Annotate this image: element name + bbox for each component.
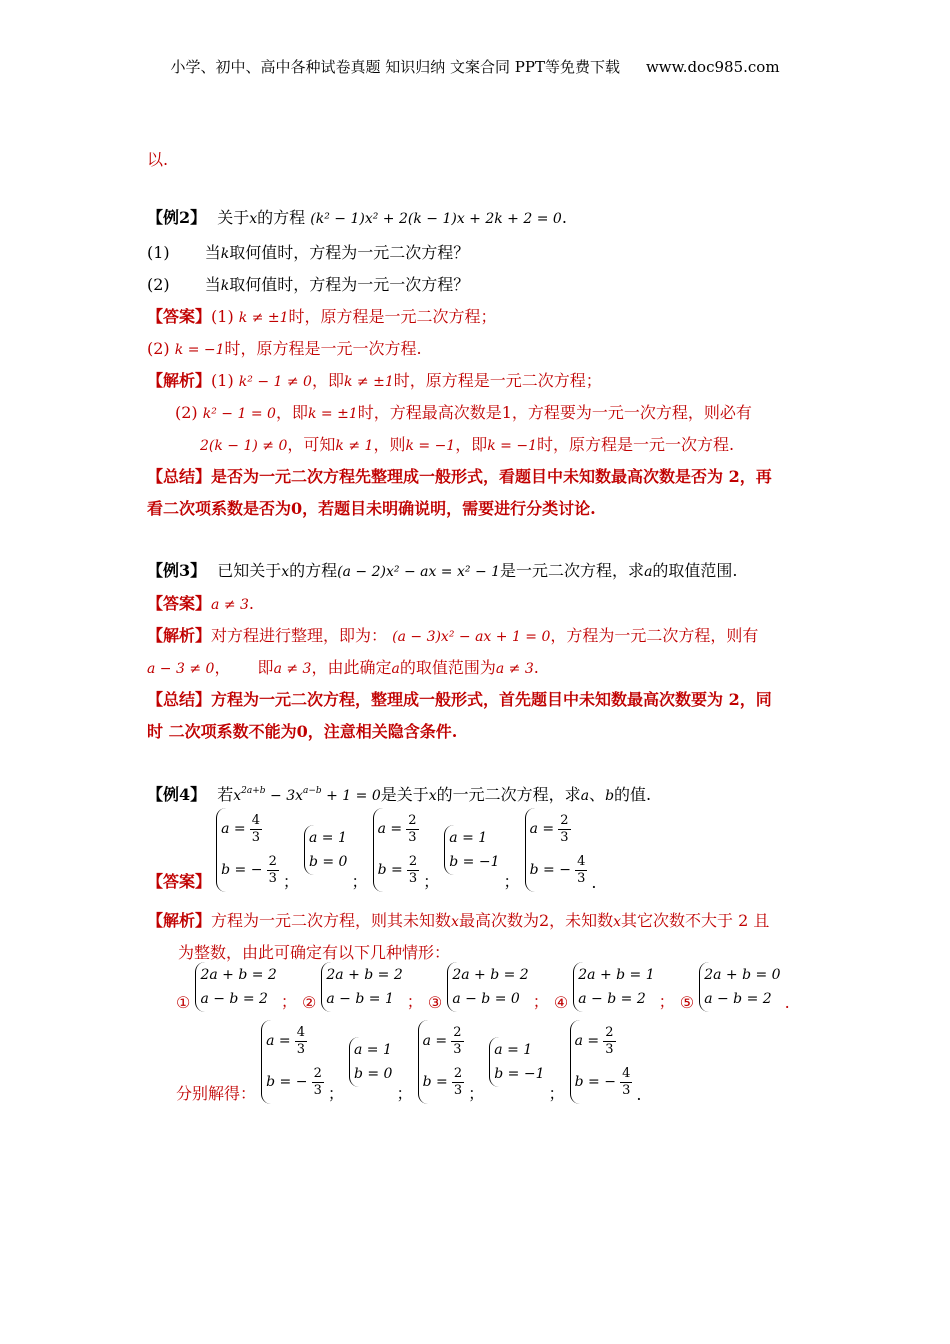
- case-mark: ②: [301, 993, 317, 1012]
- ex4-question: [147, 782, 651, 805]
- case-system: 2a + b = 1 a − b = 2: [573, 962, 658, 1012]
- ex2-summary-1: [147, 464, 772, 487]
- ex3-text: 的取值范围.: [652, 561, 738, 580]
- case-system: 2a + b = 0 a − b = 2: [699, 962, 784, 1012]
- ex3-answer: [147, 591, 254, 614]
- ana-math: a ≠ 3: [273, 661, 312, 677]
- ana-math: k = −1: [487, 438, 537, 454]
- ana-text: ，: [214, 658, 231, 677]
- ana-text: ，可知: [287, 435, 336, 454]
- analysis-tag: 【解析】: [147, 911, 212, 930]
- ana-num: (2): [175, 403, 198, 422]
- ans-text: 时，原方程是一元二次方程；: [288, 307, 497, 326]
- q-num: (1): [147, 243, 170, 262]
- ana-math: k ≠ 1: [335, 438, 374, 454]
- header-text: 小学、初中、高中各种试卷真题 知识归纳 文案合同 PPT等免费下载: [170, 58, 620, 76]
- semicolon: ；: [406, 992, 423, 1011]
- q-text: 当: [204, 275, 221, 294]
- ex2-analysis-2: [175, 400, 752, 423]
- ex2-tag: 【例2】: [147, 208, 207, 227]
- semicolon: ；: [327, 1084, 344, 1103]
- ana-math: (a − 3)x² − ax + 1 = 0: [392, 629, 551, 645]
- q-text: 当: [204, 243, 221, 262]
- solution-system-1: a = $\frac{4}{3}$ b = − $\frac{2}{3}$: [216, 808, 283, 892]
- case-mark: ①: [176, 993, 191, 1012]
- answer-tag: 【答案】: [147, 872, 212, 891]
- ana-text: .: [533, 658, 539, 677]
- ans-text: 时，原方程是一元一次方程.: [224, 339, 422, 358]
- ana-text: ，即: [311, 371, 344, 390]
- ana-text: 时，原方程是一元一次方程.: [537, 435, 735, 454]
- ex2-var: x: [249, 211, 258, 227]
- summary-tag: 【总结】: [147, 467, 212, 486]
- ex4-cases: [176, 962, 790, 1012]
- solution-system-3: a = $\frac{2}{3}$ b = $\frac{2}{3}$: [418, 1020, 469, 1104]
- solution-system-3: a = $\frac{2}{3}$ b = $\frac{2}{3}$: [373, 808, 424, 892]
- ex2-equation: (k² − 1)x² + 2(k − 1)x + 2k + 2 = 0: [310, 211, 562, 227]
- ana-math: k² − 1 ≠ 0: [238, 374, 312, 390]
- ana-text: ，方程为一元二次方程，则有: [550, 626, 759, 645]
- case-mark: ④: [553, 993, 569, 1012]
- ex4-var: b: [605, 788, 615, 804]
- ana-text: 其它次数不大于 2 且: [621, 911, 770, 930]
- analysis-tag: 【解析】: [147, 626, 212, 645]
- solution-system-4: a = 1 b = −1: [444, 825, 503, 875]
- analysis-tag: 【解析】: [147, 371, 212, 390]
- ex4-equation: $x^{2a+b} - 3x^{a-b} + 1 = 0$: [233, 786, 381, 804]
- summary-tag: 【总结】: [147, 690, 212, 709]
- ana-math: a − 3 ≠ 0: [147, 661, 215, 677]
- ex4-analysis-1: [147, 908, 769, 931]
- ex4-answer: [147, 808, 596, 892]
- ex2-q1: [147, 240, 469, 263]
- ans-end: .: [248, 594, 254, 613]
- ana-math: k ≠ ±1: [343, 374, 394, 390]
- ex3-tag: 【例3】: [147, 561, 207, 580]
- ana-var: x: [451, 914, 459, 930]
- ex4-analysis-2: 为整数，由此可确定有以下几种情形：: [178, 943, 451, 962]
- ex2-question: [147, 205, 567, 228]
- fragment-text: 以.: [147, 150, 169, 169]
- ana-text: ，由此确定: [311, 658, 392, 677]
- ana-var: a: [391, 661, 400, 677]
- semicolon: ；: [396, 1084, 413, 1103]
- semicolon: ；: [423, 872, 440, 891]
- ex3-text: 的方程: [289, 561, 338, 580]
- ex2-text: 的方程: [257, 208, 306, 227]
- ex3-analysis-2: [147, 655, 539, 678]
- ana-text: ，即: [275, 403, 308, 422]
- ex3-var: x: [281, 564, 290, 580]
- ex4-var: a: [580, 788, 590, 804]
- ana-text: 时，方程最高次数是1，方程要为一元一次方程，则必有: [357, 403, 752, 422]
- q-var: k: [220, 278, 230, 294]
- ana-text: 最高次数为2，未知数: [458, 911, 614, 930]
- ana-text: 时，原方程是一元二次方程；: [393, 371, 602, 390]
- ex4-solutions: [176, 1020, 641, 1104]
- semicolon: ；: [282, 872, 299, 891]
- ana-math: 2(k − 1) ≠ 0: [200, 438, 288, 454]
- period: .: [591, 873, 597, 892]
- ex4-text: 的值.: [614, 785, 652, 804]
- ana-text: 方程为一元二次方程，则其未知数: [211, 911, 452, 930]
- case-system: 2a + b = 2 a − b = 1: [321, 962, 406, 1012]
- ex4-text: 的一元二次方程，求: [436, 785, 581, 804]
- ana-math: k = ±1: [307, 406, 358, 422]
- solve-label: 分别解得：: [176, 1084, 257, 1103]
- ex3-summary-1: [147, 687, 772, 710]
- ex2-q2: [147, 272, 469, 295]
- ex2-analysis-1: [147, 368, 602, 391]
- semicolon: ；: [503, 872, 520, 891]
- ex3-var: a: [644, 564, 653, 580]
- period: .: [784, 993, 790, 1012]
- ex3-summary-2: 时 二次项系数不能为0，注意相关隐含条件.: [147, 722, 458, 741]
- semicolon: ；: [351, 872, 368, 891]
- ex3-equation: (a − 2)x² − ax = x² − 1: [337, 564, 501, 580]
- q-text: 取何值时，方程为一元一次方程？: [229, 275, 470, 294]
- ans-num: (2): [147, 339, 170, 358]
- ex2-summary-2: 看二次项系数是否为0，若题目未明确说明，需要进行分类讨论.: [147, 499, 596, 518]
- solution-system-2: a = 1 b = 0: [349, 1037, 397, 1087]
- ex2-answer-2: [147, 336, 422, 359]
- ana-math: a ≠ 3: [495, 661, 534, 677]
- q-var: k: [220, 246, 230, 262]
- ana-text: 的取值范围为: [399, 658, 496, 677]
- ana-text: ，即: [455, 435, 488, 454]
- q-num: (2): [147, 275, 170, 294]
- ex4-text: 若: [217, 785, 234, 804]
- answer-tag: 【答案】: [147, 594, 212, 613]
- solution-system-1: a = $\frac{4}{3}$ b = − $\frac{2}{3}$: [261, 1020, 328, 1104]
- ex4-tag: 【例4】: [147, 785, 207, 804]
- ex4-var: x: [428, 788, 437, 804]
- ans-num: (1): [211, 307, 234, 326]
- page-header: [0, 56, 950, 77]
- ans-math: k ≠ ±1: [238, 310, 289, 326]
- solution-system-5: a = $\frac{2}{3}$ b = − $\frac{4}{3}$: [525, 808, 592, 892]
- semicolon: ；: [280, 992, 297, 1011]
- ex2-end: .: [561, 208, 567, 227]
- ana-num: (1): [211, 371, 234, 390]
- q-text: 取何值时，方程为一元二次方程？: [229, 243, 470, 262]
- summary-text: 是否为一元二次方程先整理成一般形式，看题目中未知数最高次数是否为 2，再: [211, 467, 772, 486]
- answer-tag: 【答案】: [147, 307, 212, 326]
- solution-system-4: a = 1 b = −1: [489, 1037, 548, 1087]
- ex2-analysis-3: [200, 432, 734, 455]
- case-system: 2a + b = 2 a − b = 0: [447, 962, 532, 1012]
- solution-system-2: a = 1 b = 0: [304, 825, 352, 875]
- ex4-sep: 、: [589, 785, 606, 804]
- ex3-analysis-1: [147, 623, 758, 646]
- ex3-text: 已知关于: [217, 561, 282, 580]
- ana-math: k = −1: [405, 438, 456, 454]
- case-system: 2a + b = 2 a − b = 2: [195, 962, 280, 1012]
- semicolon: ；: [658, 992, 675, 1011]
- ans-math: k = −1: [174, 342, 225, 358]
- ex2-text: 关于: [217, 208, 250, 227]
- ana-text: 对方程进行整理，即为：: [211, 626, 388, 645]
- ana-text: 即: [257, 658, 274, 677]
- ex4-text: 是关于: [380, 785, 429, 804]
- ana-text: ，则: [373, 435, 406, 454]
- ex3-text: 是一元二次方程，求: [500, 561, 645, 580]
- semicolon: ；: [548, 1084, 565, 1103]
- semicolon: ；: [532, 992, 549, 1011]
- ex2-answer-1: [147, 304, 497, 327]
- ans-math: a ≠ 3: [211, 597, 249, 613]
- ana-var: x: [613, 914, 622, 930]
- case-mark: ⑤: [679, 993, 695, 1012]
- semicolon: ；: [468, 1084, 485, 1103]
- solution-system-5: a = $\frac{2}{3}$ b = − $\frac{4}{3}$: [570, 1020, 637, 1104]
- ana-math: k² − 1 = 0: [202, 406, 276, 422]
- header-url[interactable]: www.doc985.com: [645, 58, 780, 76]
- case-mark: ③: [427, 993, 443, 1012]
- period: .: [636, 1085, 642, 1104]
- summary-text: 方程为一元二次方程，整理成一般形式，首先题目中未知数最高次数要为 2，同: [211, 690, 772, 709]
- ex3-question: [147, 558, 738, 581]
